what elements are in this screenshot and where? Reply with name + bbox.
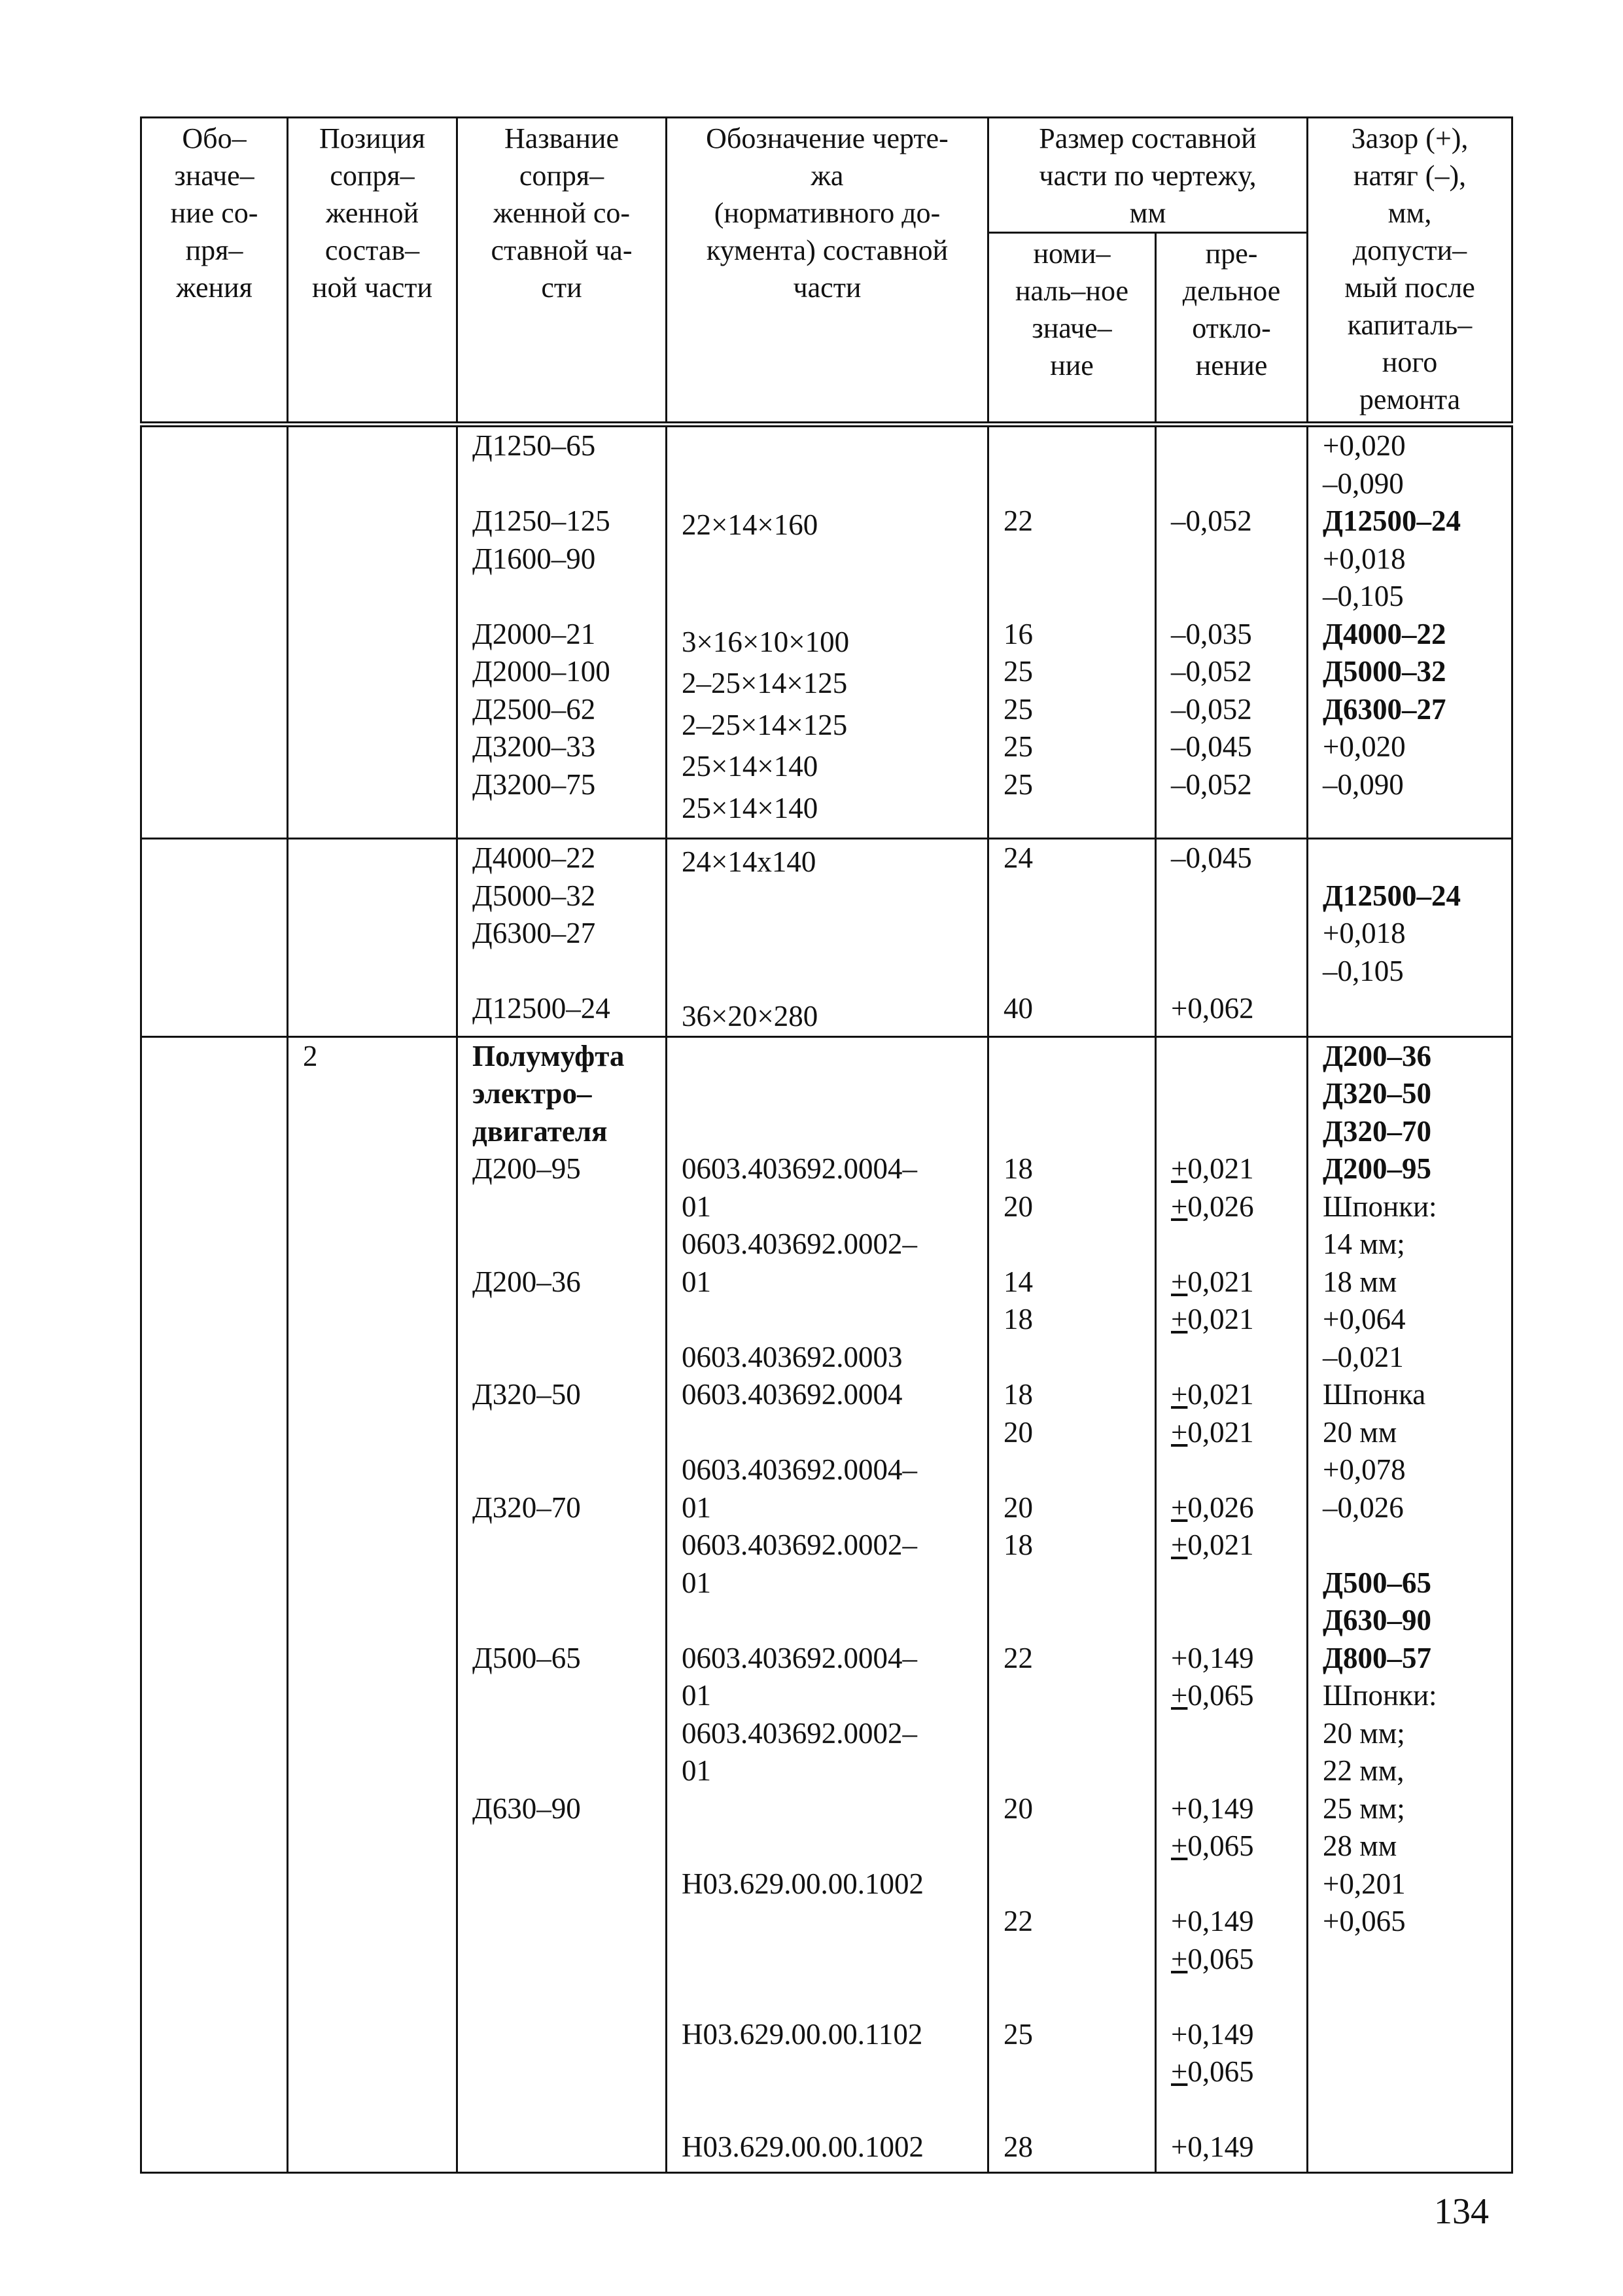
cell-line: Д12500–24	[472, 992, 610, 1025]
table-row	[141, 1036, 1512, 2172]
cell-line: 24×14x140	[682, 845, 816, 878]
cell-line: Д200–36	[1323, 1039, 1431, 1072]
cell-line: Д200–36	[472, 1265, 581, 1298]
row3-deviations	[1156, 1036, 1308, 2172]
cell-line: +0,149	[1171, 1641, 1254, 1674]
cell-line: Д500–65	[472, 1641, 581, 1674]
cell-line: 18	[1003, 1152, 1033, 1185]
cell-line: 25	[1003, 768, 1033, 801]
cell-line: Н03.629.00.00.1002	[682, 2130, 924, 2163]
cell-line: 0603.403692.0002–	[682, 1528, 917, 1561]
cell-line: +0,065	[1171, 1679, 1254, 1712]
cell-line	[1171, 1113, 1306, 1151]
cell-line: 16	[1003, 617, 1033, 650]
cell-line	[682, 919, 987, 957]
cell-line: 25	[1003, 730, 1033, 763]
cell-line: 25	[1003, 2017, 1033, 2051]
cell-line	[1003, 1339, 1155, 1377]
cell-line	[1171, 1564, 1306, 1602]
cell-line: 20 мм	[1323, 1415, 1397, 1449]
cell-line: 14	[1003, 1265, 1033, 1298]
cell-line: 3×16×10×100	[682, 625, 850, 658]
header-position: Позиция сопря– женной состав– ной части	[288, 118, 457, 425]
cell-line	[472, 1414, 665, 1452]
cell-line: 0603.403692.0002–	[682, 1227, 917, 1260]
cell-line: Н03.629.00.00.1002	[682, 1867, 924, 1900]
row2-nominals	[988, 839, 1156, 1037]
row2-position	[288, 839, 457, 1037]
cell-line	[472, 1188, 665, 1226]
cell-line	[1003, 1715, 1155, 1753]
cell-line: 0603.403692.0004–	[682, 1641, 917, 1674]
mating-parts-table	[140, 116, 1513, 2174]
cell-line	[682, 1941, 987, 1979]
cell-line: Д6300–27	[1323, 692, 1446, 726]
cell-line: Д320–50	[472, 1378, 581, 1411]
cell-line: 0603.403692.0003	[682, 1340, 903, 1373]
cell-line	[1171, 2091, 1306, 2129]
cell-line	[1003, 578, 1155, 616]
cell-line	[682, 1602, 987, 1640]
cell-line: 22	[1003, 504, 1033, 537]
cell-line: 20	[1003, 1190, 1033, 1223]
cell-line: +0,065	[1323, 1905, 1406, 1937]
cell-line: 28	[1003, 2130, 1033, 2163]
cell-line: +0,201	[1323, 1867, 1406, 1900]
cell-line: 01	[682, 1491, 711, 1524]
cell-line	[1003, 2091, 1155, 2129]
cell-line	[472, 1451, 665, 1489]
cell-line	[682, 1075, 987, 1113]
cell-line	[1003, 915, 1155, 953]
row3-part-names	[457, 1036, 667, 2172]
cell-line: +0,149	[1171, 2130, 1254, 2163]
cell-line: –0,090	[1323, 467, 1404, 500]
cell-line	[1171, 1865, 1306, 1903]
cell-line	[1003, 1828, 1155, 1865]
row1-position	[288, 425, 457, 839]
cell-line: 0603.403692.0004	[682, 1378, 903, 1411]
cell-line: +0,065	[1171, 2055, 1254, 2088]
cell-line: Д12500–24	[1323, 879, 1461, 912]
cell-line	[1171, 427, 1306, 465]
cell-line: Д200–95	[1323, 1152, 1431, 1185]
cell-line: электро–	[472, 1077, 592, 1110]
cell-line: Д2000–21	[472, 617, 596, 650]
cell-line	[472, 953, 665, 991]
cell-line: –0,105	[1323, 954, 1404, 987]
cell-line: +0,020	[1323, 429, 1406, 462]
cell-line: 20	[1003, 1792, 1033, 1825]
cell-line	[1003, 877, 1155, 915]
cell-line: –0,035	[1171, 617, 1252, 650]
cell-line: +0,026	[1171, 1190, 1254, 1223]
cell-line: Д2000–100	[472, 655, 610, 688]
cell-line	[682, 465, 987, 503]
row3-position: 2	[288, 1036, 457, 2172]
cell-line: Д630–90	[1323, 1604, 1431, 1636]
cell-line: Д5000–32	[472, 879, 596, 912]
cell-line: –0,026	[1323, 1491, 1404, 1524]
cell-line	[682, 1978, 987, 2016]
cell-line	[1003, 465, 1155, 503]
row2-deviations	[1156, 839, 1308, 1037]
cell-line	[1171, 877, 1306, 915]
cell-line: –0,045	[1171, 730, 1252, 763]
row1-nominals	[988, 425, 1156, 839]
cell-line: +0,078	[1323, 1453, 1406, 1486]
cell-line: 2–25×14×125	[682, 667, 848, 699]
cell-line	[1003, 1677, 1155, 1715]
cell-line: Д500–65	[1323, 1566, 1431, 1599]
cell-line: –0,052	[1171, 655, 1252, 688]
cell-line	[472, 1715, 665, 1753]
cell-line: 01	[682, 1679, 711, 1712]
cell-line: Д630–90	[472, 1792, 581, 1825]
row1-deviations	[1156, 425, 1308, 839]
cell-line: +0,149	[1171, 2017, 1254, 2051]
cell-line	[1003, 1602, 1155, 1640]
header-part-name: Название сопря– женной со- ставной ча- сти	[457, 118, 667, 425]
cell-line: 2–25×14×125	[682, 708, 848, 741]
header-nominal: номи– наль–ное значе– ние	[988, 233, 1156, 425]
cell-line: Д200–95	[472, 1152, 581, 1185]
row3-drawings	[667, 1036, 988, 2172]
cell-line	[1171, 1075, 1306, 1113]
cell-line	[1003, 1865, 1155, 1903]
cell-line	[472, 1564, 665, 1602]
cell-line	[472, 1677, 665, 1715]
cell-line	[1171, 1715, 1306, 1753]
cell-line: Д6300–27	[472, 917, 596, 949]
cell-line	[472, 1339, 665, 1377]
cell-line	[1171, 1038, 1306, 1076]
cell-line: Д12500–24	[1323, 504, 1461, 537]
cell-line: Д800–57	[1323, 1641, 1431, 1674]
header-clearance: Зазор (+), натяг (–), мм, допусти– мый после капиталь– ного ремонта	[1308, 118, 1512, 425]
cell-line	[472, 1301, 665, 1339]
cell-line: 01	[682, 1754, 711, 1787]
cell-line: +0,021	[1171, 1528, 1254, 1561]
cell-line	[682, 582, 987, 620]
cell-line: Полумуфта	[472, 1039, 625, 1072]
cell-line: 01	[682, 1190, 711, 1223]
row3-designation	[141, 1036, 288, 2172]
cell-line	[1171, 1451, 1306, 1489]
cell-line	[1003, 1564, 1155, 1602]
cell-line: Шпонка	[1323, 1378, 1426, 1411]
cell-line	[1171, 1226, 1306, 1263]
cell-line: +0,064	[1323, 1303, 1406, 1335]
cell-line: +0,020	[1323, 730, 1406, 763]
cell-line	[1003, 1075, 1155, 1113]
cell-line	[682, 2091, 987, 2129]
cell-line: Д320–70	[1323, 1114, 1431, 1148]
cell-line	[472, 1226, 665, 1263]
cell-line: +0,021	[1171, 1303, 1254, 1335]
cell-line: +0,021	[1171, 1265, 1254, 1298]
cell-line: +0,018	[1323, 917, 1406, 949]
cell-line	[682, 1790, 987, 1828]
header-drawing-designation: Обозначение черте- жа (нормативного до- кумента) составной части	[667, 118, 988, 425]
cell-line: 22×14×160	[682, 508, 818, 541]
cell-line: +0,021	[1171, 1415, 1254, 1449]
cell-line	[472, 1752, 665, 1790]
cell-line: 25	[1003, 692, 1033, 726]
cell-line: –0,052	[1171, 692, 1252, 726]
cell-line: Шпонки:	[1323, 1190, 1437, 1223]
cell-line: 14 мм;	[1323, 1227, 1405, 1260]
cell-line	[682, 881, 987, 919]
cell-line: +0,065	[1171, 1829, 1254, 1862]
cell-line	[1003, 1113, 1155, 1151]
cell-line	[1171, 1602, 1306, 1640]
cell-line	[682, 1038, 987, 1076]
cell-line: 40	[1003, 992, 1033, 1025]
cell-line: Д3200–75	[472, 768, 596, 801]
cell-line: Д320–50	[1323, 1077, 1431, 1110]
header-size: Размер составной части по чертежу, мм	[988, 118, 1308, 233]
cell-line: 28 мм	[1323, 1829, 1397, 1862]
row2-drawings	[667, 839, 988, 1037]
cell-line	[1003, 427, 1155, 465]
cell-line: Д320–70	[472, 1491, 581, 1524]
cell-line: 25×14×140	[682, 791, 818, 824]
cell-line: +0,021	[1171, 1152, 1254, 1185]
table-row	[141, 839, 1512, 1037]
cell-line: –0,052	[1171, 768, 1252, 801]
cell-line: Шпонки:	[1323, 1679, 1437, 1712]
row3-clearances	[1308, 1036, 1512, 2172]
cell-line	[1171, 578, 1306, 616]
cell-line: 22 мм,	[1323, 1754, 1405, 1787]
cell-line	[682, 544, 987, 582]
cell-line	[682, 1903, 987, 1941]
cell-line: 18	[1003, 1303, 1033, 1335]
cell-line: +0,149	[1171, 1905, 1254, 1937]
cell-line: 18	[1003, 1378, 1033, 1411]
cell-line: 20	[1003, 1415, 1033, 1449]
cell-line: –0,105	[1323, 580, 1404, 612]
cell-line	[472, 465, 665, 503]
cell-line: 25 мм;	[1323, 1792, 1405, 1825]
cell-line: 22	[1003, 1905, 1033, 1937]
cell-line: +0,149	[1171, 1792, 1254, 1825]
cell-line: –0,045	[1171, 841, 1252, 874]
row2-designation	[141, 839, 288, 1037]
cell-line	[682, 427, 987, 465]
cell-line	[682, 1301, 987, 1339]
table-row	[141, 425, 1512, 839]
cell-line	[1003, 1451, 1155, 1489]
cell-line: двигателя	[472, 1114, 608, 1148]
cell-line: 0603.403692.0004–	[682, 1453, 917, 1486]
cell-line	[682, 1414, 987, 1452]
cell-line	[1171, 1978, 1306, 2016]
cell-line: +0,065	[1171, 1942, 1254, 1975]
cell-line: Д1600–90	[472, 542, 596, 575]
cell-line: 18 мм	[1323, 1265, 1397, 1298]
cell-line	[1171, 1339, 1306, 1377]
cell-line	[1003, 540, 1155, 578]
cell-line: Д4000–22	[1323, 617, 1446, 650]
cell-line: –0,052	[1171, 504, 1252, 537]
cell-line: Н03.629.00.00.1102	[682, 2017, 923, 2051]
cell-line: 22	[1003, 1641, 1033, 1674]
cell-line: 25	[1003, 655, 1033, 688]
cell-line: –0,090	[1323, 768, 1404, 801]
cell-line: 24	[1003, 841, 1033, 874]
cell-line	[1171, 1752, 1306, 1790]
cell-line	[1003, 953, 1155, 991]
cell-line: +0,018	[1323, 542, 1406, 575]
cell-line: –0,021	[1323, 1340, 1404, 1373]
cell-line: 20 мм;	[1323, 1716, 1405, 1750]
cell-line: 36×20×280	[682, 1000, 818, 1033]
row1-clearances	[1308, 425, 1512, 839]
cell-line	[1323, 839, 1511, 877]
cell-line: 01	[682, 1566, 711, 1599]
cell-line	[472, 1527, 665, 1564]
cell-line	[682, 2053, 987, 2091]
cell-line: Д1250–65	[472, 429, 596, 462]
row2-clearances	[1308, 839, 1512, 1037]
cell-line: 25×14×140	[682, 750, 818, 783]
cell-line	[1323, 1527, 1511, 1564]
cell-line	[1171, 953, 1306, 991]
cell-line: 18	[1003, 1528, 1033, 1561]
row3-nominals	[988, 1036, 1156, 2172]
cell-line: Д2500–62	[472, 692, 596, 726]
cell-line: +0,021	[1171, 1378, 1254, 1411]
cell-line	[1003, 1978, 1155, 2016]
row2-part-names	[457, 839, 667, 1037]
cell-line	[1003, 1752, 1155, 1790]
cell-line: Д3200–33	[472, 730, 596, 763]
cell-line	[682, 1113, 987, 1151]
row1-part-names	[457, 425, 667, 839]
cell-line	[1003, 2053, 1155, 2091]
cell-line: Д1250–125	[472, 504, 610, 537]
page-number: 134	[1434, 2191, 1489, 2232]
row1-designation	[141, 425, 288, 839]
cell-line: +0,026	[1171, 1491, 1254, 1524]
header-deviation: пре- дельное откло- нение	[1156, 233, 1308, 425]
header-designation: Обо– значе– ние со- пря– жения	[141, 118, 288, 425]
cell-line	[1003, 1941, 1155, 1979]
cell-line	[1323, 990, 1511, 1028]
cell-line	[1171, 915, 1306, 953]
cell-line	[1003, 1038, 1155, 1076]
cell-line: Д4000–22	[472, 841, 596, 874]
cell-line	[682, 957, 987, 995]
cell-line	[1003, 1226, 1155, 1263]
cell-line: 0603.403692.0004–	[682, 1152, 917, 1185]
cell-line	[472, 1602, 665, 1640]
cell-line	[682, 1828, 987, 1865]
row1-drawings	[667, 425, 988, 839]
cell-line: +0,062	[1171, 992, 1254, 1025]
cell-line: Д5000–32	[1323, 655, 1446, 688]
cell-line: 01	[682, 1265, 711, 1298]
cell-line: 0603.403692.0002–	[682, 1716, 917, 1750]
cell-line	[1171, 465, 1306, 503]
cell-line	[1171, 540, 1306, 578]
cell-line: 20	[1003, 1491, 1033, 1524]
cell-line	[472, 578, 665, 616]
